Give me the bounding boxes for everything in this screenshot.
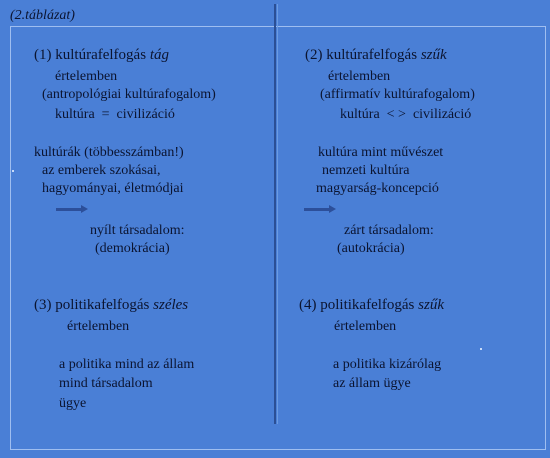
q1-society: nyílt társadalom:	[90, 223, 185, 238]
artifact-dot	[12, 170, 14, 172]
q4-desc-line: a politika kizárólag	[333, 357, 442, 372]
artifact-dot	[480, 348, 482, 350]
q2-title-prefix: kultúrafelfogás	[326, 47, 418, 63]
arrow-icon	[304, 208, 330, 211]
q1-list-item: az emberek szokásai,	[42, 163, 161, 178]
q3-title-prefix: politikafelfogás	[55, 297, 150, 313]
q1-line2: értelemben	[55, 69, 118, 84]
q4-title-italic: szűk	[418, 297, 444, 313]
q2-list-item: kultúra mint művészet	[318, 145, 444, 160]
q4-title-prefix: politikafelfogás	[320, 297, 415, 313]
q2-society-type: (autokrácia)	[337, 241, 405, 256]
q2-line3: (affirmatív kultúrafogalom)	[320, 87, 475, 102]
q1-line4: kultúra = civilizáció	[55, 107, 175, 122]
column-divider	[274, 4, 276, 424]
q3-line2: értelemben	[67, 319, 130, 334]
column-divider-highlight	[277, 4, 278, 424]
q3-title-italic: széles	[153, 297, 189, 313]
q2-society: zárt társadalom:	[344, 223, 434, 238]
q3-number: (3)	[34, 297, 52, 313]
q3-desc-line: a politika mind az állam	[59, 357, 195, 372]
q2-line4: kultúra < > civilizáció	[340, 107, 472, 122]
q1-list-item: kultúrák (többesszámban!)	[34, 145, 184, 160]
q2-list-item: magyarság-koncepció	[316, 181, 439, 196]
q2-line2: értelemben	[328, 69, 391, 84]
q2-title	[305, 47, 447, 64]
q2-title-italic: szűk	[420, 47, 447, 63]
q1-title-prefix: kultúrafelfogás	[55, 47, 147, 63]
q4-desc-line: az állam ügye	[333, 376, 411, 391]
q3-desc-line: ügye	[59, 396, 87, 411]
q4-title	[299, 297, 444, 314]
q4-line2: értelemben	[334, 319, 397, 334]
q2-number: (2)	[305, 47, 323, 63]
q4-number: (4)	[299, 297, 317, 313]
q1-line3: (antropológiai kultúrafogalom)	[42, 87, 216, 102]
q2-list-item: nemzeti kultúra	[322, 163, 410, 178]
q1-list-item: hagyományai, életmódjai	[42, 181, 184, 196]
q1-title	[34, 47, 169, 64]
q1-title-italic: tág	[149, 47, 169, 63]
q3-desc-line: mind társadalom	[59, 376, 153, 391]
arrow-icon	[56, 208, 82, 211]
q1-number: (1)	[34, 47, 52, 63]
q1-society-type: (demokrácia)	[95, 241, 170, 256]
table-caption: (2.táblázat)	[10, 8, 75, 23]
q3-title	[34, 297, 188, 314]
